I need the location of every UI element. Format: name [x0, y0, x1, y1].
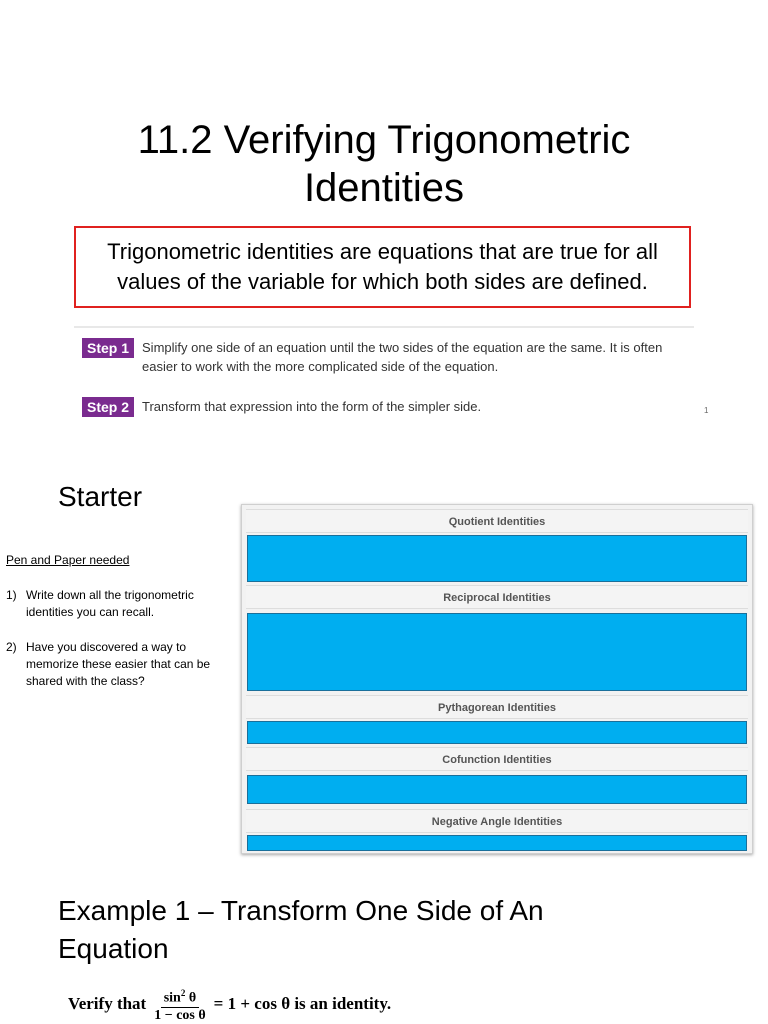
starter-question	[6, 639, 226, 690]
question-number: 1)	[6, 588, 17, 602]
page-number: 1	[704, 406, 709, 415]
starter-question	[6, 587, 226, 621]
negative-angle-identities-header: Negative Angle Identities	[246, 809, 748, 833]
reciprocal-identities-header: Reciprocal Identities	[246, 585, 748, 609]
negative-angle-identities-block	[247, 835, 747, 851]
steps-panel	[74, 326, 694, 424]
starter-note: Pen and Paper needed	[6, 553, 130, 567]
definition-box	[74, 226, 691, 308]
pythagorean-identities-block	[247, 721, 747, 744]
identities-table	[241, 504, 753, 854]
quotient-identities-block	[247, 535, 747, 582]
verify-statement	[68, 985, 391, 1024]
fraction-numerator: $\sin^2 \theta$	[161, 985, 199, 1008]
question-text: Write down all the trigonometric identities you can recall.	[26, 588, 194, 619]
pythagorean-identities-header: Pythagorean Identities	[246, 695, 748, 719]
definition-text: Trigonometric identities are equations that are true for all values of the variable for which both sides are defined.	[107, 239, 658, 294]
fraction-denominator: 1 − cos θ	[154, 1007, 206, 1023]
example-title: Example 1 – Transform One Side of An Equation	[58, 895, 544, 964]
step-text: Simplify one side of an equation until the two sides of the equation are the same. It is often easier to work with the more complicated side of the equation.	[142, 340, 663, 374]
step-text: Transform that expression into the form of the simpler side.	[142, 399, 482, 414]
cofunction-identities-header: Cofunction Identities	[246, 747, 748, 771]
verify-prefix: Verify that	[68, 994, 147, 1014]
slide-title: 11.2 Verifying Trigonometric Identities	[137, 118, 631, 210]
fraction	[151, 985, 208, 1024]
cofunction-identities-block	[247, 775, 747, 804]
question-number: 2)	[6, 640, 17, 654]
step-badge: Step 2	[82, 397, 134, 417]
quotient-identities-header: Quotient Identities	[246, 509, 748, 533]
starter-title: Starter	[58, 481, 143, 512]
step-row	[82, 338, 694, 376]
verify-rhs: = 1 + cos θ is an identity.	[213, 994, 392, 1014]
step-badge: Step 1	[82, 338, 134, 358]
question-text: Have you discovered a way to memorize these easier that can be shared with the class?	[26, 640, 211, 688]
step-row	[82, 397, 694, 417]
reciprocal-identities-block	[247, 613, 747, 691]
